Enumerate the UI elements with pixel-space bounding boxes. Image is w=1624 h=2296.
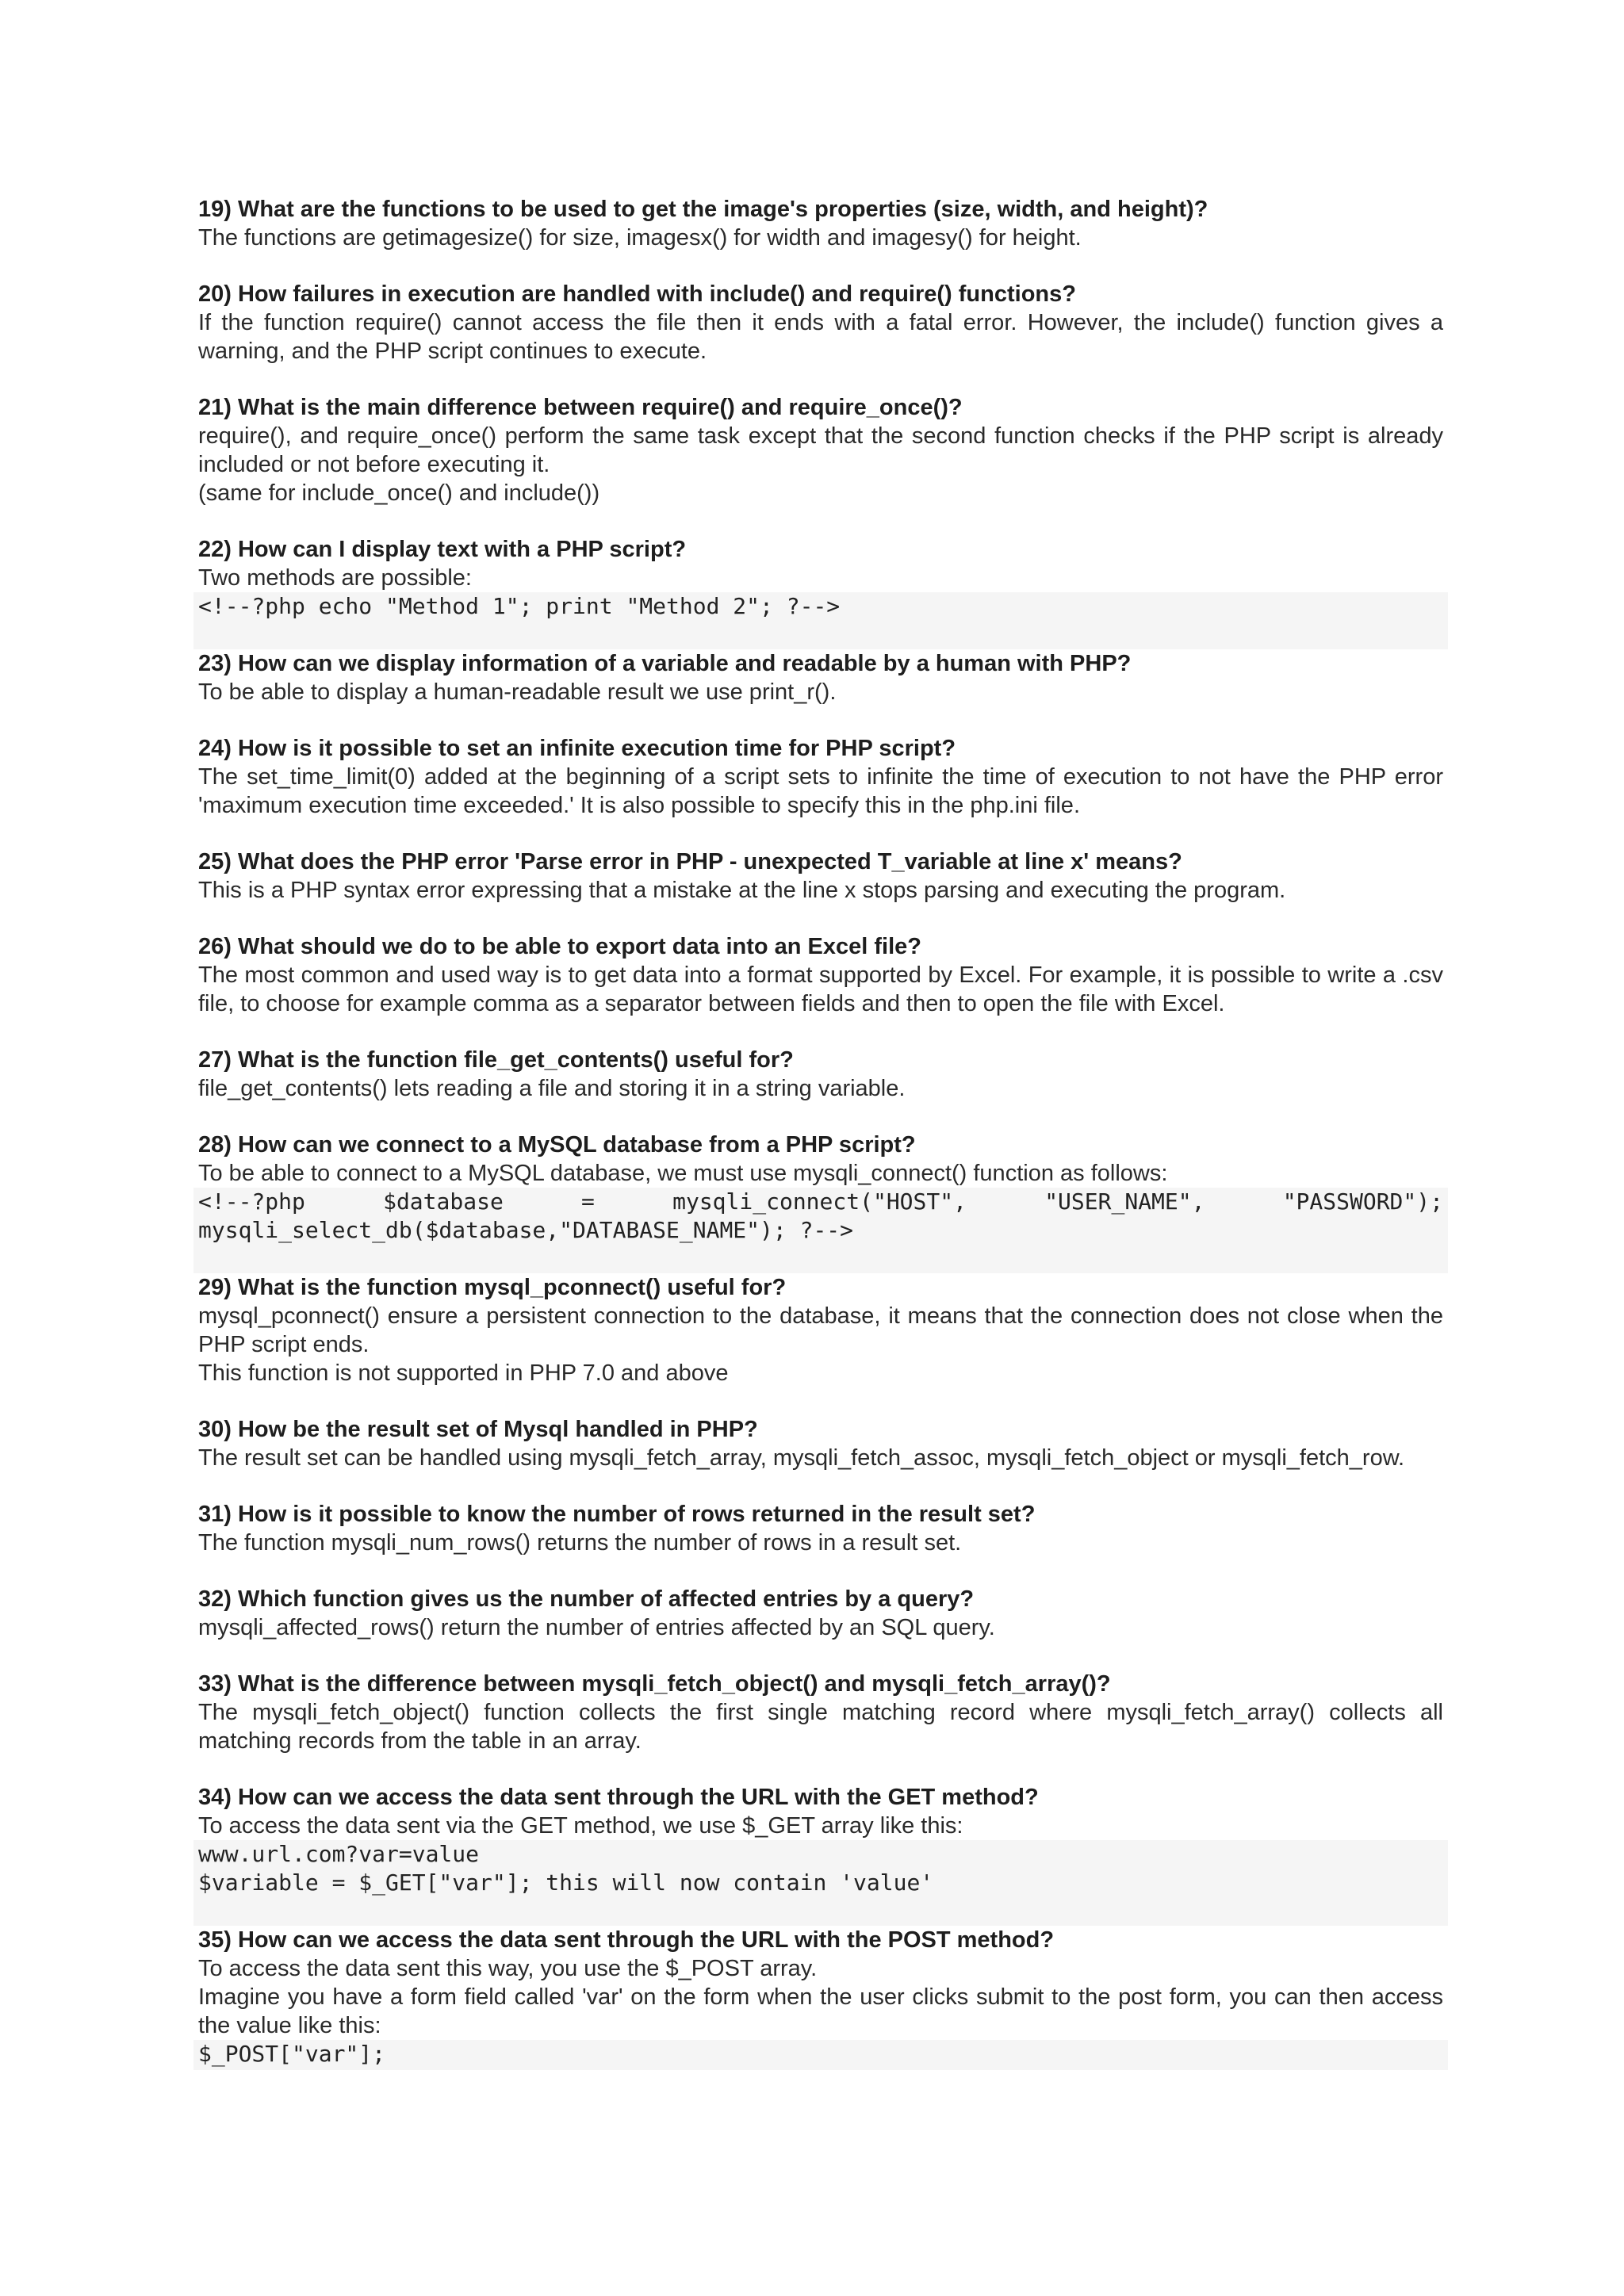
question-heading: 23) How can we display information of a variable and readable by a human with PHP?	[198, 651, 1132, 676]
question-heading: 34) How can we access the data sent through the URL with the GET method?	[198, 1785, 1039, 1810]
question-heading: 31) How is it possible to know the number of rows returned in the result set?	[198, 1502, 1036, 1527]
answer-text: Imagine you have a form field called 'var' on the form when the user clicks submit to the post form, you can then access the value like this:	[198, 1984, 1443, 2038]
answer-text: require(), and require_once() perform the same task except that the second function checks if the PHP script is already included or not before executing it.	[198, 423, 1443, 477]
qa-27	[198, 1046, 1443, 1103]
question-heading: 33) What is the difference between mysqli_fetch_object() and mysqli_fetch_array()?	[198, 1671, 1111, 1697]
question-heading: 29) What is the function mysql_pconnect() useful for?	[198, 1275, 787, 1300]
answer-text: Two methods are possible:	[198, 565, 472, 591]
qa-30	[198, 1415, 1443, 1472]
qa-35	[198, 1926, 1443, 2070]
code-line: <!--?php echo "Method 1"; print "Method 2"; ?-->	[198, 593, 841, 619]
answer-text: This function is not supported in PHP 7.0 and above	[198, 1360, 729, 1386]
code-line: <!--?php $database = mysqli_connect("HOST", "USER_NAME", "PASSWORD");	[198, 1188, 1443, 1215]
qa-32	[198, 1585, 1443, 1642]
question-heading: 26) What should we do to be able to export data into an Excel file?	[198, 934, 921, 959]
answer-text: The function mysqli_num_rows() returns the number of rows in a result set.	[198, 1530, 962, 1556]
answer-text: The set_time_limit(0) added at the beginning of a script sets to infinite the time of execution to not have the PHP error 'maximum execution time exceeded.' It is also possible to specify this in the php.ini file.	[198, 764, 1443, 818]
answer-text: The functions are getimagesize() for size, imagesx() for width and imagesy() for height.	[198, 225, 1082, 251]
question-heading: 20) How failures in execution are handled with include() and require() functions?	[198, 281, 1076, 307]
qa-31	[198, 1500, 1443, 1557]
answer-text: The result set can be handled using mysqli_fetch_array, mysqli_fetch_assoc, mysqli_fetch_object or mysqli_fetch_row.	[198, 1445, 1405, 1471]
answer-text: file_get_contents() lets reading a file and storing it in a string variable.	[198, 1076, 906, 1101]
answer-text: To access the data sent via the GET method, we use $_GET array like this:	[198, 1813, 963, 1839]
qa-34	[198, 1783, 1443, 1926]
code-block	[193, 592, 1448, 649]
code-line: $_POST["var"];	[198, 2041, 386, 2067]
qa-26	[198, 932, 1443, 1018]
answer-text: mysqli_affected_rows() return the number of entries affected by an SQL query.	[198, 1615, 995, 1640]
question-heading: 32) Which function gives us the number of affected entries by a query?	[198, 1586, 975, 1612]
answer-text: The most common and used way is to get data into a format supported by Excel. For example, it is possible to write a .csv file, to choose for example comma as a separator between fields and then to open the file with Excel.	[198, 962, 1443, 1016]
answer-text: If the function require() cannot access the file then it ends with a fatal error. However, the include() function gives a warning, and the PHP script continues to execute.	[198, 310, 1443, 364]
question-heading: 25) What does the PHP error 'Parse error in PHP - unexpected T_variable at line x' means?	[198, 849, 1182, 874]
question-heading: 21) What is the main difference between require() and require_once()?	[198, 395, 963, 420]
document-page	[198, 195, 1443, 2098]
qa-22	[198, 535, 1443, 649]
answer-text: This is a PHP syntax error expressing that a mistake at the line x stops parsing and executing the program.	[198, 878, 1286, 903]
code-block	[193, 1188, 1448, 1273]
qa-23	[198, 649, 1443, 706]
question-heading: 19) What are the functions to be used to get the image's properties (size, width, and height)?	[198, 197, 1208, 222]
code-line: $variable = $_GET["var"]; this will now contain 'value'	[198, 1869, 934, 1896]
question-heading: 28) How can we connect to a MySQL database from a PHP script?	[198, 1132, 916, 1158]
answer-text: The mysqli_fetch_object() function collects the first single matching record where mysqli_fetch_array() collects all matching records from the table in an array.	[198, 1700, 1443, 1754]
qa-24	[198, 734, 1443, 820]
code-line: www.url.com?var=value	[198, 1841, 480, 1867]
qa-33	[198, 1670, 1443, 1755]
answer-text: To access the data sent this way, you use the $_POST array.	[198, 1956, 818, 1981]
qa-20	[198, 280, 1443, 365]
answer-text: mysql_pconnect() ensure a persistent connection to the database, it means that the connection does not close when the PHP script ends.	[198, 1303, 1443, 1357]
qa-25	[198, 848, 1443, 905]
qa-28	[198, 1131, 1443, 1273]
question-heading: 24) How is it possible to set an infinite execution time for PHP script?	[198, 736, 956, 761]
code-block	[193, 2040, 1448, 2070]
qa-29	[198, 1273, 1443, 1387]
question-heading: 27) What is the function file_get_contents() useful for?	[198, 1047, 794, 1073]
qa-19	[198, 195, 1443, 252]
answer-text: To be able to display a human-readable result we use print_r().	[198, 679, 837, 705]
code-block	[193, 1840, 1448, 1926]
question-heading: 22) How can I display text with a PHP script?	[198, 537, 687, 562]
question-heading: 30) How be the result set of Mysql handled in PHP?	[198, 1417, 758, 1442]
answer-text: (same for include_once() and include())	[198, 480, 600, 506]
code-line: mysqli_select_db($database,"DATABASE_NAME"); ?-->	[198, 1217, 854, 1243]
question-heading: 35) How can we access the data sent through the URL with the POST method?	[198, 1927, 1055, 1953]
qa-21	[198, 393, 1443, 507]
answer-text: To be able to connect to a MySQL database, we must use mysqli_connect() function as follows:	[198, 1161, 1168, 1186]
